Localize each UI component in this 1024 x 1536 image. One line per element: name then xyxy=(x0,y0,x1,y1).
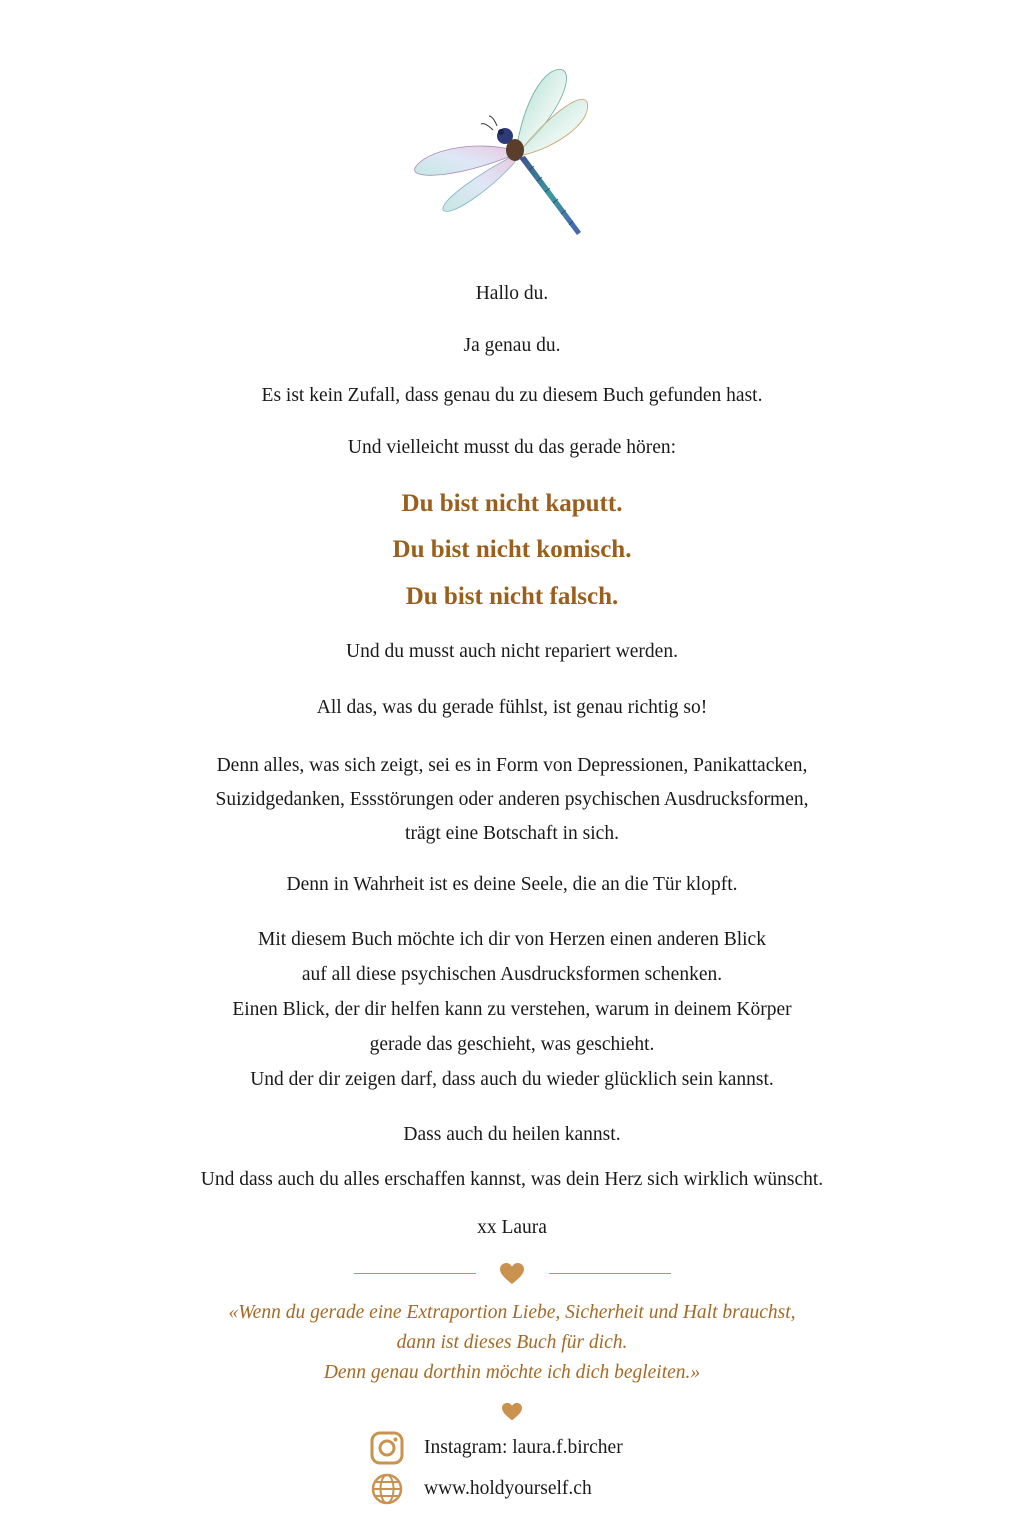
divider-line-right xyxy=(549,1273,671,1274)
divider-line-left xyxy=(354,1273,476,1274)
affirmation: Du bist nicht falsch. xyxy=(405,583,619,610)
website-link[interactable] xyxy=(370,1472,592,1506)
paragraph-line: Suizidgedanken, Essstörungen oder anderen psychischen Ausdrucksformen, xyxy=(215,789,809,810)
heart-icon xyxy=(499,1262,525,1286)
signature: xx Laura xyxy=(477,1217,547,1238)
text-line: Und vielleicht musst du das gerade hören: xyxy=(347,437,677,458)
paragraph-line: gerade das geschieht, was geschieht. xyxy=(369,1034,655,1055)
paragraph-line: Mit diesem Buch möchte ich dir von Herzen einen anderen Blick xyxy=(258,929,766,950)
text-line: Und dass auch du alles erschaffen kannst, was dein Herz sich wirklich wünscht. xyxy=(200,1169,824,1190)
quote-line: «Wenn du gerade eine Extraportion Liebe, Sicherheit und Halt brauchst, xyxy=(228,1302,796,1323)
text-line: Ja genau du. xyxy=(463,335,561,356)
website-url: www.holdyourself.ch xyxy=(424,1478,592,1499)
paragraph-line: Und der dir zeigen darf, dass auch du wieder glücklich sein kannst. xyxy=(250,1069,774,1090)
instagram-handle: Instagram: laura.f.bircher xyxy=(424,1437,623,1458)
heart-icon xyxy=(501,1402,523,1422)
text-line: Denn in Wahrheit ist es deine Seele, die an die Tür klopft. xyxy=(286,874,738,895)
quote-line: Denn genau dorthin möchte ich dich begleiten.» xyxy=(323,1362,701,1383)
text-line: Dass auch du heilen kannst. xyxy=(403,1124,621,1145)
instagram-link[interactable] xyxy=(370,1431,623,1465)
greeting: Hallo du. xyxy=(475,283,549,304)
quote-line: dann ist dieses Buch für dich. xyxy=(396,1332,628,1353)
paragraph-line: auf all diese psychischen Ausdrucksformen schenken. xyxy=(301,964,723,985)
text-line: All das, was du gerade fühlst, ist genau richtig so! xyxy=(316,697,708,718)
affirmation: Du bist nicht komisch. xyxy=(392,536,632,563)
dragonfly-illustration xyxy=(405,60,595,245)
text-line: Es ist kein Zufall, dass genau du zu diesem Buch gefunden hast. xyxy=(261,385,763,406)
paragraph-line: trägt eine Botschaft in sich. xyxy=(405,823,619,844)
text-line: Und du musst auch nicht repariert werden. xyxy=(346,641,678,662)
globe-icon xyxy=(370,1472,404,1506)
paragraph-line: Denn alles, was sich zeigt, sei es in Form von Depressionen, Panikattacken, xyxy=(216,755,808,776)
affirmation: Du bist nicht kaputt. xyxy=(401,490,623,517)
paragraph-line: Einen Blick, der dir helfen kann zu verstehen, warum in deinem Körper xyxy=(232,999,792,1020)
instagram-icon xyxy=(370,1431,404,1465)
